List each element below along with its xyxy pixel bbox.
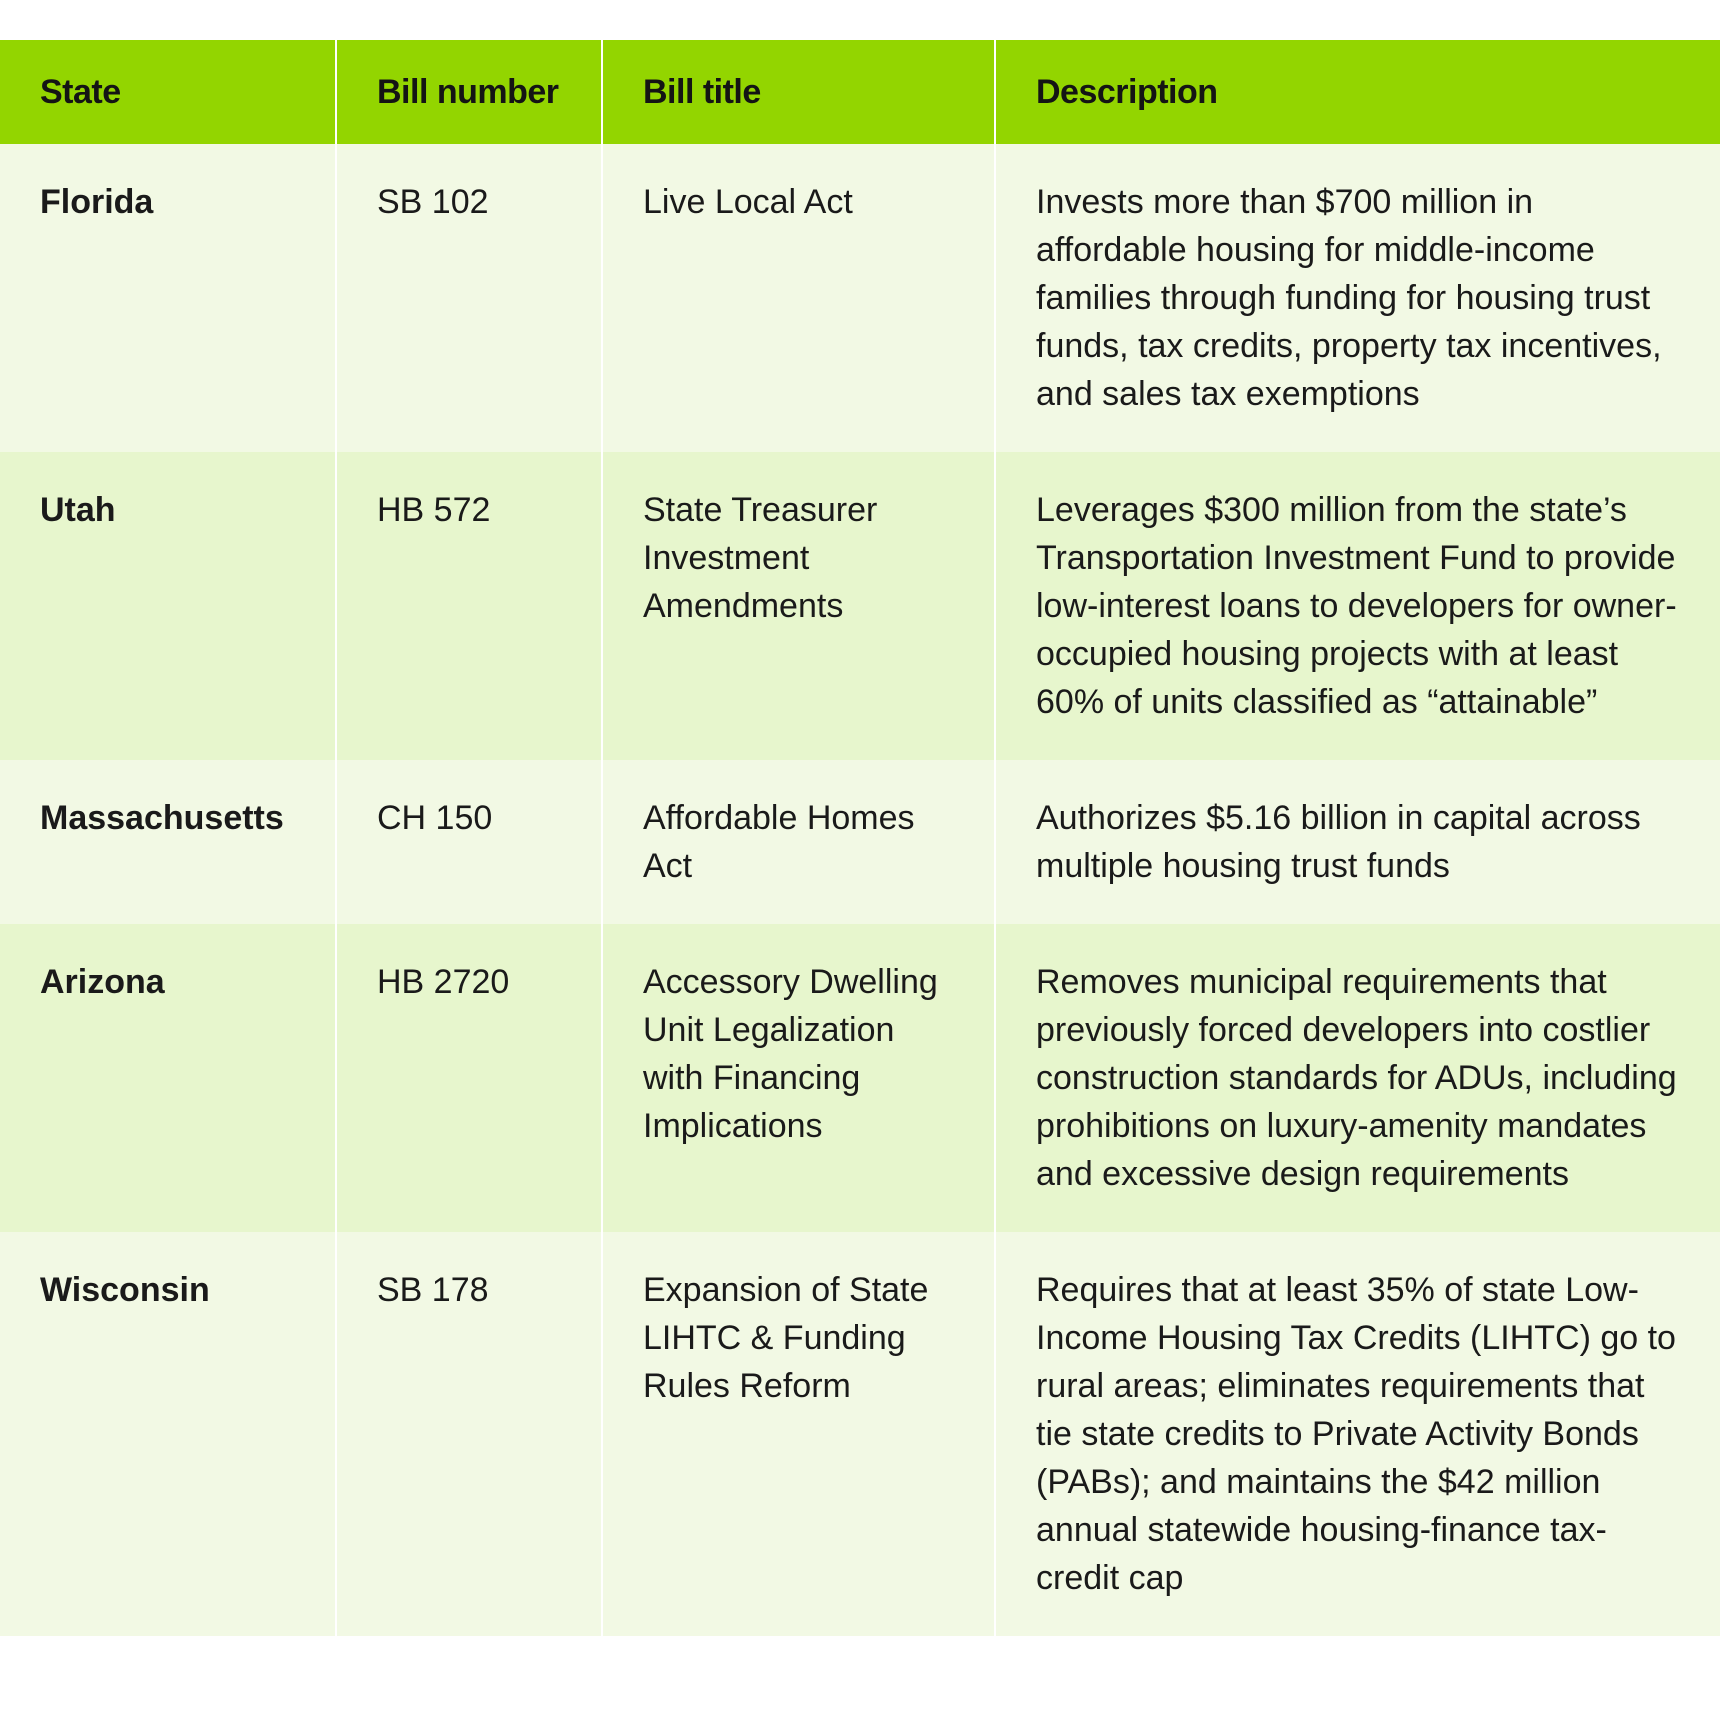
cell-state: Wisconsin	[0, 1232, 336, 1636]
cell-bill-number: HB 572	[336, 452, 602, 760]
header-bill-title: Bill title	[602, 40, 995, 144]
table-row	[0, 1232, 1720, 1636]
cell-bill-title: Affordable Homes Act	[602, 760, 995, 924]
cell-bill-number: SB 178	[336, 1232, 602, 1636]
header-state: State	[0, 40, 336, 144]
table-row	[0, 924, 1720, 1232]
cell-bill-number: HB 2720	[336, 924, 602, 1232]
table-body	[0, 144, 1720, 1636]
cell-bill-title: Live Local Act	[602, 144, 995, 452]
legislation-table	[0, 40, 1720, 1636]
cell-description: Leverages $300 million from the state’s Transportation Investment Fund to provide low-interest loans to developers for owner-occupied housing projects with at least 60% of units classified as “attainable”	[995, 452, 1720, 760]
cell-state: Florida	[0, 144, 336, 452]
cell-bill-title: Accessory Dwelling Unit Legalization with Financing Implications	[602, 924, 995, 1232]
cell-description: Removes municipal requirements that previously forced developers into costlier construction standards for ADUs, including prohibitions on luxury-amenity mandates and excessive design requirements	[995, 924, 1720, 1232]
header-description: Description	[995, 40, 1720, 144]
cell-description: Authorizes $5.16 billion in capital across multiple housing trust funds	[995, 760, 1720, 924]
cell-state: Utah	[0, 452, 336, 760]
table-row	[0, 144, 1720, 452]
table-row	[0, 760, 1720, 924]
header-row	[0, 40, 1720, 144]
table-header	[0, 40, 1720, 144]
cell-description: Requires that at least 35% of state Low-Income Housing Tax Credits (LIHTC) go to rural areas; eliminates requirements that tie state credits to Private Activity Bonds (PABs); and maintains the $42 million annual statewide housing-finance tax-credit cap	[995, 1232, 1720, 1636]
cell-bill-title: State Treasurer Investment Amendments	[602, 452, 995, 760]
legislation-table-container	[0, 40, 1720, 1716]
cell-state: Arizona	[0, 924, 336, 1232]
cell-bill-title: Expansion of State LIHTC & Funding Rules Reform	[602, 1232, 995, 1636]
cell-bill-number: SB 102	[336, 144, 602, 452]
cell-bill-number: CH 150	[336, 760, 602, 924]
table-row	[0, 452, 1720, 760]
cell-state: Massachusetts	[0, 760, 336, 924]
header-bill-number: Bill number	[336, 40, 602, 144]
cell-description: Invests more than $700 million in affordable housing for middle-income families through funding for housing trust funds, tax credits, property tax incentives, and sales tax exemptions	[995, 144, 1720, 452]
